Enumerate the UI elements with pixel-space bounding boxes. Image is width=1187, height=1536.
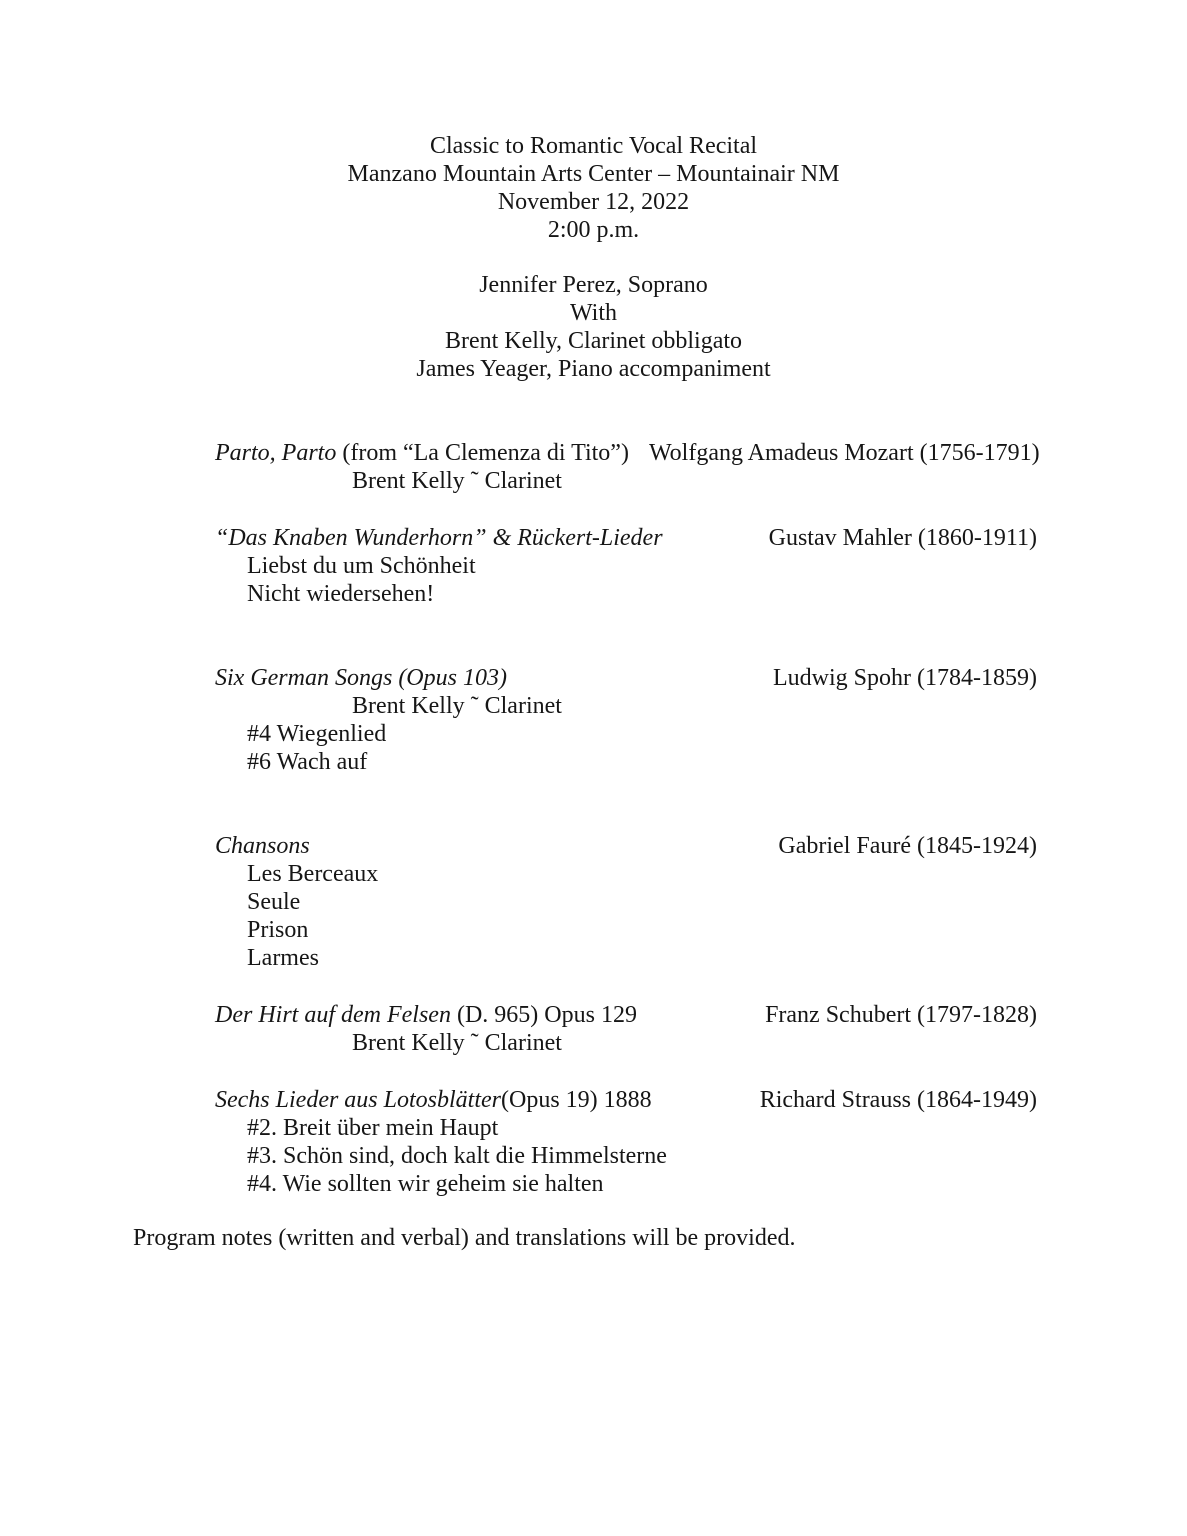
event-title: Classic to Romantic Vocal Recital xyxy=(429,133,758,159)
piece-title-regular: (D. 965) Opus 129 xyxy=(450,1002,637,1028)
event-time: 2:00 p.m. xyxy=(547,217,640,243)
title-row xyxy=(215,664,1037,692)
song-title: Liebst du um Schönheit xyxy=(247,553,476,579)
event-venue: Manzano Mountain Arts Center – Mountainair NM xyxy=(347,161,840,187)
piece-title-italic: Chansons xyxy=(215,833,310,859)
song-title: Prison xyxy=(247,917,309,943)
piece-title xyxy=(215,664,507,692)
event-date: November 12, 2022 xyxy=(497,189,690,215)
composer-name: Ludwig Spohr (1784-1859) xyxy=(773,665,1037,691)
piece-title xyxy=(215,439,629,467)
piece-title xyxy=(215,1086,652,1114)
composer-name: Franz Schubert (1797-1828) xyxy=(765,1002,1037,1028)
program-item-faure xyxy=(215,832,1037,972)
piece-title xyxy=(215,832,310,860)
program-item-strauss xyxy=(215,1086,1037,1198)
song-title: Larmes xyxy=(247,945,319,971)
piece-title-italic: Six German Songs (Opus 103) xyxy=(215,665,507,691)
piece-performer-note: Brent Kelly ˜ Clarinet xyxy=(352,468,562,494)
performer-soprano: Jennifer Perez, Soprano xyxy=(479,272,708,298)
title-row xyxy=(215,439,1040,467)
title-row xyxy=(215,1086,1037,1114)
program-list xyxy=(215,439,1040,1198)
song-title: Les Berceaux xyxy=(247,861,379,887)
song-title: #4. Wie sollten wir geheim sie halten xyxy=(247,1171,604,1197)
title-row xyxy=(215,524,1037,552)
piece-title-regular: (from “La Clemenza di Tito”) xyxy=(336,440,629,466)
piece-title-italic: “Das Knaben Wunderhorn” & Rückert-Lieder xyxy=(215,525,663,551)
program-item-mozart xyxy=(215,439,1040,495)
piece-title xyxy=(215,524,663,552)
piece-title-regular: (Opus 19) 1888 xyxy=(501,1087,652,1113)
program-item-schubert xyxy=(215,1001,1037,1057)
song-title: Nicht wiedersehen! xyxy=(247,581,435,607)
piece-performer-note: Brent Kelly ˜ Clarinet xyxy=(352,1030,562,1056)
performer-piano: James Yeager, Piano accompaniment xyxy=(416,356,771,382)
song-title: Seule xyxy=(247,889,301,915)
song-title: #4 Wiegenlied xyxy=(247,721,387,747)
program-item-spohr xyxy=(215,664,1037,776)
composer-name: Wolfgang Amadeus Mozart (1756-1791) xyxy=(648,440,1040,466)
piece-title-italic: Der Hirt auf dem Felsen xyxy=(215,1002,451,1028)
composer-name: Gustav Mahler (1860-1911) xyxy=(768,525,1037,551)
piece-title xyxy=(215,1001,637,1029)
song-title: #6 Wach auf xyxy=(247,749,368,775)
piece-performer-note: Brent Kelly ˜ Clarinet xyxy=(352,693,562,719)
performers-list xyxy=(0,271,1187,383)
program-notes-notice: Program notes (written and verbal) and translations will be provided. xyxy=(133,1225,796,1251)
song-title: #3. Schön sind, doch kalt die Himmelsterne xyxy=(247,1143,667,1169)
piece-title-italic: Sechs Lieder aus Lotosblätter xyxy=(215,1087,501,1113)
song-title: #2. Breit über mein Haupt xyxy=(247,1115,499,1141)
composer-name: Gabriel Fauré (1845-1924) xyxy=(778,833,1037,859)
event-header xyxy=(0,132,1187,244)
composer-name: Richard Strauss (1864-1949) xyxy=(759,1087,1037,1113)
program-item-mahler xyxy=(215,524,1037,608)
performer-clarinet: Brent Kelly, Clarinet obbligato xyxy=(444,328,743,354)
title-row xyxy=(215,1001,1037,1029)
title-row xyxy=(215,832,1037,860)
piece-title-italic: Parto, Parto xyxy=(215,440,337,466)
performers-with-label: With xyxy=(569,300,618,326)
